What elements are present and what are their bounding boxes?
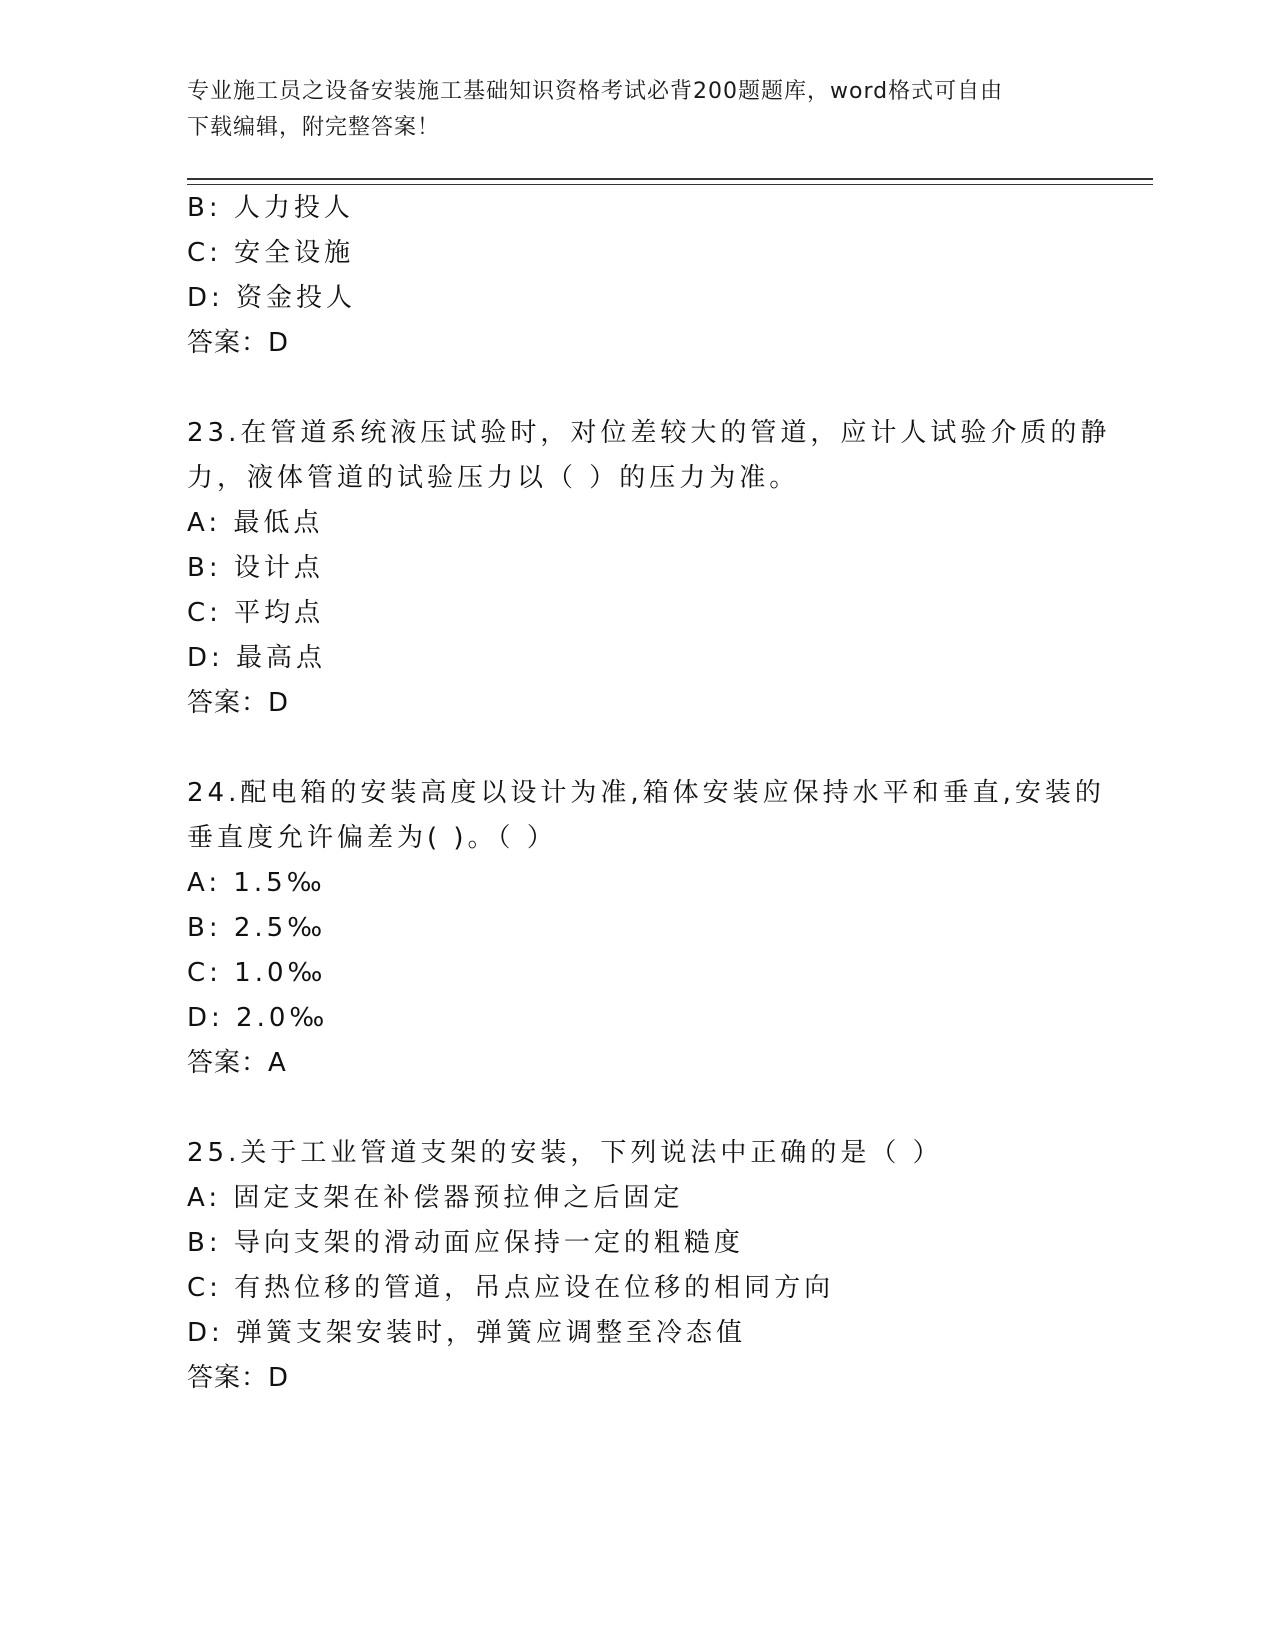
q22-option-d: D: 资金投人 <box>187 283 357 313</box>
header-line-1: 专业施工员之设备安装施工基础知识资格考试必背200题题库，word格式可自由 <box>187 79 1004 104</box>
q22-answer: 答案：D <box>187 328 290 358</box>
q24-answer: 答案：A <box>187 1048 287 1078</box>
q23-option-b: B: 设计点 <box>187 553 324 583</box>
header-divider-thick <box>187 178 1153 180</box>
q25-answer: 答案：D <box>187 1363 290 1393</box>
q24-option-c: C: 1.0‰ <box>187 958 327 988</box>
q24-stem-line-2: 垂直度允许偏差为( )。（ ） <box>187 823 557 853</box>
header-line-2: 下载编辑，附完整答案！ <box>187 115 441 140</box>
q23-stem-line-1: 23.在管道系统液压试验时，对位差较大的管道，应计人试验介质的静 <box>187 418 1111 448</box>
q25-option-b: B: 导向支架的滑动面应保持一定的粗糙度 <box>187 1228 744 1258</box>
q23-option-d: D: 最高点 <box>187 643 327 673</box>
q25-option-c: C: 有热位移的管道，吊点应设在位移的相同方向 <box>187 1273 835 1303</box>
q23-option-a: A: 最低点 <box>187 508 324 538</box>
q23-stem-line-2: 力，液体管道的试验压力以（ ）的压力为准。 <box>187 463 800 493</box>
q22-option-b: B: 人力投人 <box>187 193 354 223</box>
q25-option-a: A: 固定支架在补偿器预拉伸之后固定 <box>187 1183 684 1213</box>
q25-stem-line-1: 25.关于工业管道支架的安装，下列说法中正确的是（ ） <box>187 1138 943 1168</box>
q24-option-d: D: 2.0‰ <box>187 1003 329 1033</box>
q24-option-b: B: 2.5‰ <box>187 913 327 943</box>
q24-option-a: A: 1.5‰ <box>187 868 326 898</box>
q23-option-c: C: 平均点 <box>187 598 325 628</box>
q22-option-c: C: 安全设施 <box>187 238 355 268</box>
document-header <box>187 74 1087 146</box>
q24-stem-line-1: 24.配电箱的安装高度以设计为准,箱体安装应保持水平和垂直,安装的 <box>187 778 1105 808</box>
header-divider-thin <box>187 184 1153 185</box>
q23-answer: 答案：D <box>187 688 290 718</box>
q25-option-d: D: 弹簧支架安装时，弹簧应调整至冷态值 <box>187 1318 747 1348</box>
